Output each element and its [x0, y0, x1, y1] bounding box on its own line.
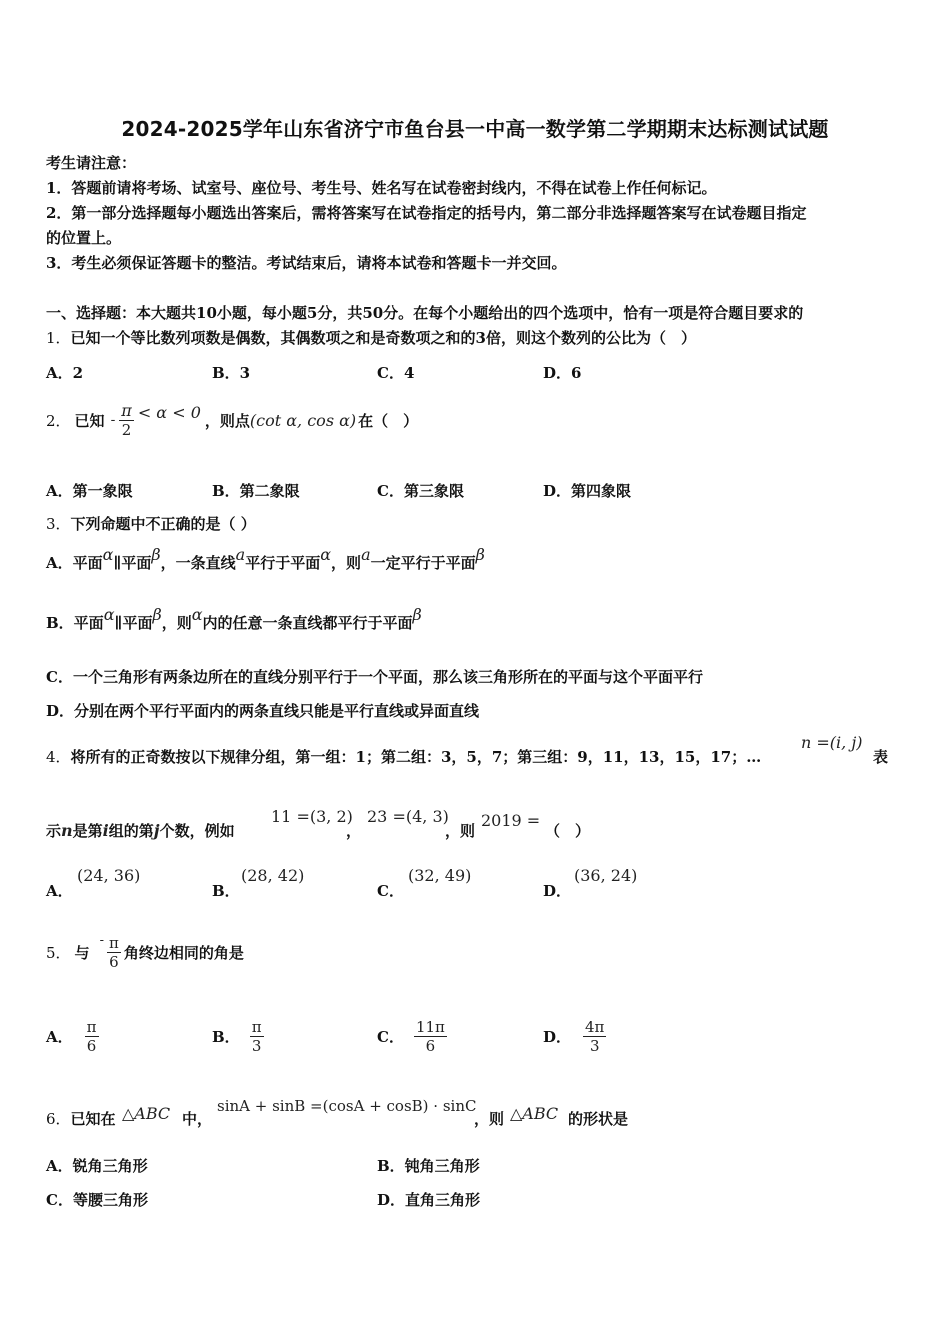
q5-option-c[interactable]	[377, 1014, 447, 1058]
notice-item-2: 2．第一部分选择题每小题选出答案后，需将答案写在试卷指定的括号内，第二部分非选择题答案写在试卷题目指定	[46, 204, 807, 222]
option-label: B．	[212, 882, 240, 900]
comma: ，	[346, 822, 362, 840]
notice-item-2-cont: 的位置上。	[46, 229, 122, 247]
question-text: 个数，例如	[159, 822, 235, 840]
question-number: 3．	[46, 515, 71, 533]
question-text-mid: 中，	[182, 1110, 213, 1128]
fraction-minus: -	[99, 932, 104, 948]
fraction-denominator: 6	[86, 1036, 97, 1055]
question-text-pre: 已知	[74, 411, 105, 430]
option-text: 平行于平面	[245, 554, 321, 572]
var-n: n	[61, 821, 73, 840]
fraction-denominator: 3	[251, 1036, 262, 1055]
q4-option-d[interactable]	[543, 880, 571, 901]
option-text: B．平面	[46, 614, 104, 632]
option-text: ，一条直线	[160, 554, 236, 572]
notice-item-3: 3．考生必须保证答题卡的整洁。考试结束后，请将本试卷和答题卡一并交回。	[46, 254, 567, 272]
q4-option-b[interactable]	[212, 880, 240, 901]
var-i: i	[102, 821, 109, 840]
question-text: 是第	[72, 822, 103, 840]
question-text: 组的第	[108, 822, 154, 840]
question-2	[46, 398, 418, 442]
question-number: 2．	[46, 411, 71, 430]
q3-option-c[interactable]: C．一个三角形有两条边所在的直线分别平行于一个平面，那么该三角形所在的平面与这个平面平行	[46, 668, 703, 686]
condition-fraction	[119, 402, 134, 439]
question-4	[46, 746, 761, 767]
q5-option-d[interactable]	[543, 1014, 606, 1058]
q1-option-a[interactable]: A．2	[46, 364, 84, 382]
question-number: 5．	[46, 943, 71, 962]
question-text: 下列命题中不正确的是（ ）	[70, 515, 256, 533]
question-text: 将所有的正奇数按以下规律分组，第一组：1；第二组：3，5，7；第三组：9，11，13，15，17；…	[70, 748, 762, 766]
fraction-denominator: 6	[425, 1036, 436, 1055]
question-4-line-2	[46, 820, 235, 841]
question-text-pre: 已知在	[70, 1110, 116, 1128]
option-label: C．	[377, 1027, 404, 1046]
q4-option-a[interactable]	[46, 880, 73, 901]
example-11: 11 =(3, 2)	[271, 807, 353, 826]
question-text-then: ，则	[474, 1110, 505, 1128]
fraction-numerator: π	[251, 1017, 262, 1036]
question-text: 已知一个等比数列项数是偶数，其偶数项之和是奇数项之和的3倍，则这个数列的公比为（ ）	[70, 329, 696, 347]
question-text-tail: 表	[873, 748, 889, 766]
target-2019: 2019 =	[481, 811, 541, 830]
question-number: 4．	[46, 748, 71, 766]
condition-minus: -	[110, 412, 116, 428]
page-title: 2024-2025学年山东省济宁市鱼台县一中高一数学第二学期期末达标测试试题	[121, 117, 829, 141]
angle-fraction	[107, 934, 121, 971]
beta-symbol: β	[151, 545, 161, 564]
question-text-post: 的形状是	[568, 1110, 629, 1128]
beta-symbol: β	[412, 605, 422, 624]
q2-option-d[interactable]: D．第四象限	[543, 482, 632, 500]
fraction-numerator: 4π	[585, 1017, 605, 1036]
q1-option-b[interactable]: B．3	[212, 364, 251, 382]
condition-inequality: < α < 0	[137, 402, 201, 422]
q2-option-b[interactable]: B．第二象限	[212, 482, 300, 500]
section-heading: 一、选择题：本大题共10小题，每小题5分，共50分。在每个小题给出的四个选项中，恰有一项是符合题目要求的	[46, 304, 804, 322]
option-text: 一定平行于平面	[370, 554, 476, 572]
question-3	[46, 513, 256, 534]
q4-option-a-value: (24, 36)	[77, 866, 141, 885]
option-text: ，则	[331, 554, 362, 572]
question-text: ，则	[445, 822, 476, 840]
fraction-numerator: π	[86, 1017, 97, 1036]
alpha-symbol: α	[102, 545, 114, 564]
q1-option-c[interactable]: C．4	[377, 364, 415, 382]
q4-option-d-value: (36, 24)	[574, 866, 638, 885]
option-label: C．	[377, 882, 404, 900]
point-expression: (cot α, cos α)	[249, 410, 357, 430]
question-number: 1．	[46, 329, 71, 347]
example-23: 23 =(4, 3)	[367, 807, 449, 826]
q4-option-b-value: (28, 42)	[241, 866, 305, 885]
option-fraction	[414, 1018, 447, 1055]
question-text-post: 角终边相同的角是	[123, 943, 244, 962]
option-label: D．	[543, 882, 572, 900]
q3-option-b[interactable]	[46, 605, 422, 633]
fraction-denominator: 3	[589, 1036, 600, 1055]
question-text-pre: 与	[74, 943, 90, 962]
question-text-post: 在（ ）	[358, 411, 419, 430]
triangle-abc: △ABC	[510, 1104, 559, 1123]
var-j: j	[153, 821, 160, 840]
q6-option-a[interactable]: A．锐角三角形	[46, 1157, 148, 1175]
q2-option-a[interactable]: A．第一象限	[46, 482, 133, 500]
q6-option-b[interactable]: B．钝角三角形	[377, 1157, 480, 1175]
fraction-denominator: 6	[109, 952, 119, 971]
fraction-numerator: π	[121, 400, 132, 420]
option-text: ∥平面	[113, 554, 152, 572]
alpha-symbol: α	[103, 605, 115, 624]
question-text: 示	[46, 822, 62, 840]
option-label: A．	[46, 1027, 73, 1046]
beta-symbol: β	[475, 545, 485, 564]
option-label: D．	[543, 1027, 572, 1046]
answer-paren: （ ）	[545, 822, 591, 840]
option-text: A．平面	[46, 554, 103, 572]
q3-option-d[interactable]: D．分别在两个平行平面内的两条直线只能是平行直线或异面直线	[46, 702, 480, 720]
line-a-symbol: a	[235, 545, 246, 564]
q4-option-c-value: (32, 49)	[408, 866, 472, 885]
option-fraction	[583, 1018, 606, 1055]
q5-option-a[interactable]	[46, 1014, 99, 1058]
question-5	[46, 930, 244, 974]
q4-option-c[interactable]	[377, 880, 404, 901]
option-fraction	[85, 1018, 99, 1055]
option-text: 内的任意一条直线都平行于平面	[202, 614, 413, 632]
notice-item-1: 1．答题前请将考场、试室号、座位号、考生号、姓名写在试卷密封线内，不得在试卷上作任何标记。	[46, 179, 717, 197]
q3-option-a[interactable]	[46, 545, 485, 573]
q5-option-b[interactable]	[212, 1014, 264, 1058]
trig-equation: sinA + sinB =(cosA + cosB) · sinC	[217, 1097, 477, 1115]
option-label: B．	[212, 1027, 240, 1046]
option-text: ，则	[161, 614, 192, 632]
question-text-mid: ，则点	[204, 411, 250, 430]
notice-heading: 考生请注意：	[46, 154, 137, 172]
fraction-numerator: 11π	[415, 1017, 445, 1036]
option-fraction	[250, 1018, 264, 1055]
fraction-denominator: 2	[121, 420, 132, 439]
beta-symbol: β	[152, 605, 162, 624]
option-text: ∥平面	[114, 614, 153, 632]
question-6	[46, 1108, 116, 1129]
fraction-numerator: π	[108, 933, 119, 952]
q6-option-d[interactable]: D．直角三角形	[377, 1191, 481, 1209]
question-number: 6．	[46, 1110, 71, 1128]
triangle-abc: △ABC	[122, 1104, 171, 1123]
question-1	[46, 327, 696, 348]
q6-option-c[interactable]: C．等腰三角形	[46, 1191, 148, 1209]
q1-option-d[interactable]: D．6	[543, 364, 582, 382]
alpha-symbol: α	[320, 545, 332, 564]
alpha-symbol: α	[191, 605, 203, 624]
line-a-symbol: a	[361, 545, 371, 564]
q2-option-c[interactable]: C．第三象限	[377, 482, 464, 500]
n-ij-expression: n =(i, j)	[801, 733, 863, 752]
option-label: A．	[46, 882, 73, 900]
